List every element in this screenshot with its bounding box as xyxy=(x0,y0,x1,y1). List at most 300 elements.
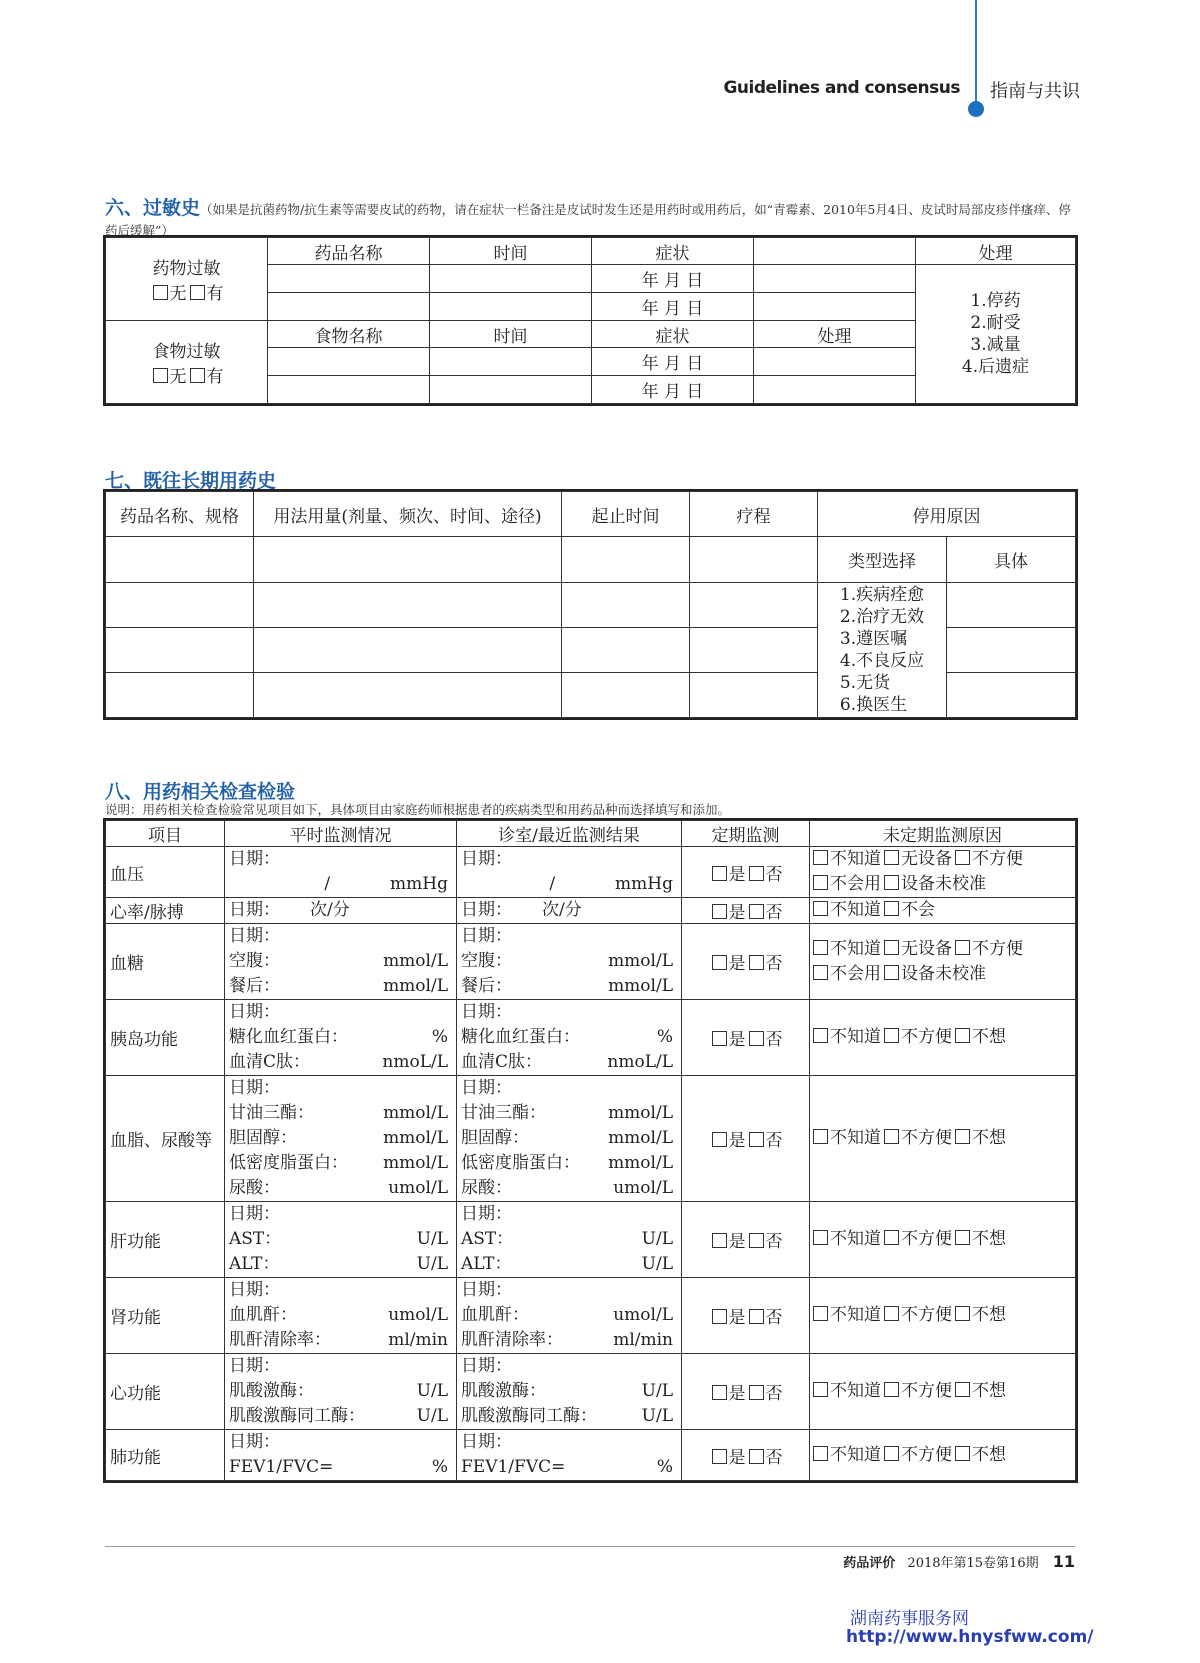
header-handle: 处理 xyxy=(916,238,1076,265)
exam-recent-cell[interactable] xyxy=(457,1430,682,1481)
exam-routine-line[interactable] xyxy=(225,1025,456,1050)
reason-label: 不知道 xyxy=(830,849,881,869)
food-time-input[interactable] xyxy=(430,348,592,376)
exam-field-unit: % xyxy=(656,1027,673,1047)
reason-checkbox[interactable] xyxy=(884,940,899,955)
yes-checkbox[interactable] xyxy=(712,866,727,881)
no-checkbox[interactable] xyxy=(749,955,764,970)
reason-line xyxy=(810,898,1075,923)
footer-page-number: 11 xyxy=(1052,1552,1075,1571)
exam-field-unit: % xyxy=(656,1457,673,1477)
header-english-title: Guidelines and consensus xyxy=(723,78,960,98)
medication-history-table xyxy=(105,491,1076,718)
drug-symptom-input[interactable] xyxy=(754,293,916,321)
footer-rule xyxy=(105,1546,1075,1547)
yes-checkbox[interactable] xyxy=(712,1309,727,1324)
exam-field-unit: umol/L xyxy=(613,1178,673,1198)
no-checkbox[interactable] xyxy=(749,1031,764,1046)
reason-label: 不方便 xyxy=(901,1128,952,1148)
exam-recent-line[interactable] xyxy=(457,1202,681,1227)
no-checkbox[interactable] xyxy=(749,1132,764,1147)
no-label: 否 xyxy=(765,1447,783,1468)
exam-field-label: 日期： xyxy=(461,1078,512,1098)
reason-label: 无设备 xyxy=(901,849,952,869)
watermark-site-name: 湖南药事服务网 xyxy=(850,1609,969,1629)
reason-line xyxy=(810,1227,1075,1252)
exam-field-unit: umol/L xyxy=(613,1305,673,1325)
exam-recent-cell[interactable] xyxy=(457,1278,682,1354)
exam-recent-line[interactable] xyxy=(457,1430,681,1455)
food-date[interactable]: 年 月 日 xyxy=(592,348,754,376)
exam-field-label: 低密度脂蛋白： xyxy=(229,1153,348,1173)
exam-recent-line[interactable] xyxy=(457,974,681,999)
reason-checkbox[interactable] xyxy=(955,1446,970,1461)
exam-routine-cell[interactable] xyxy=(225,898,457,924)
exam-routine-cell[interactable] xyxy=(225,1202,457,1278)
exam-recent-line[interactable] xyxy=(457,847,681,872)
exam-recent-cell[interactable] xyxy=(457,924,682,1000)
yes-checkbox[interactable] xyxy=(712,955,727,970)
reason-checkbox[interactable] xyxy=(884,1230,899,1245)
handle-option-4: 4.后遗症 xyxy=(961,357,1030,377)
reason-label: 不知道 xyxy=(830,1027,881,1047)
drug-allergy-has-checkbox[interactable] xyxy=(190,285,205,300)
reason-label: 不想 xyxy=(972,1381,1006,1401)
stop-type-options-cell xyxy=(818,583,947,718)
exam-field-unit: mmol/L xyxy=(608,976,673,996)
exam-routine-cell[interactable] xyxy=(225,847,457,898)
exam-routine-line[interactable] xyxy=(225,1101,456,1126)
drug-spec-input[interactable] xyxy=(106,583,254,628)
exam-field-label: FEV1/FVC= xyxy=(461,1457,566,1477)
food-allergy-has-checkbox[interactable] xyxy=(190,368,205,383)
blank-cell xyxy=(754,238,916,265)
usage-input[interactable] xyxy=(254,673,562,718)
reason-checkbox[interactable] xyxy=(813,901,828,916)
section-6-note: （如果是抗菌药物/抗生素等需要皮试的药物，请在症状一栏备注是皮试时发生还是用药时或用药后，如“青霉素、2010年5月4日、皮试时局部皮疹伴瘙痒、停药后缓解”） xyxy=(105,202,1071,238)
exam-field-unit: mmHg xyxy=(390,874,448,894)
drug-spec-input[interactable] xyxy=(106,673,254,718)
usage-input[interactable] xyxy=(254,583,562,628)
yes-checkbox[interactable] xyxy=(712,1132,727,1147)
exam-field-unit: U/L xyxy=(416,1229,448,1249)
yes-checkbox[interactable] xyxy=(712,1031,727,1046)
detail-input[interactable] xyxy=(947,583,1076,628)
exam-item-name: 血糖 xyxy=(106,924,225,1000)
no-monitoring-reason-cell xyxy=(810,1278,1076,1354)
food-name-input[interactable] xyxy=(268,376,430,404)
regular-monitoring-cell xyxy=(682,1076,810,1202)
reason-label: 不知道 xyxy=(830,1381,881,1401)
exam-recent-line[interactable] xyxy=(457,1252,681,1277)
no-checkbox[interactable] xyxy=(749,1309,764,1324)
header-item: 项目 xyxy=(106,821,225,847)
exam-routine-line[interactable] xyxy=(225,847,456,872)
exam-item-name: 心功能 xyxy=(106,1354,225,1430)
exam-routine-line[interactable] xyxy=(225,924,456,949)
exam-recent-line[interactable] xyxy=(457,898,681,923)
exam-routine-line[interactable] xyxy=(225,1455,456,1480)
course-input[interactable] xyxy=(690,537,818,583)
reason-label: 不方便 xyxy=(972,849,1023,869)
reason-checkbox[interactable] xyxy=(884,1306,899,1321)
reason-checkbox[interactable] xyxy=(955,1028,970,1043)
exam-recent-line[interactable] xyxy=(457,1303,681,1328)
exam-field-label: FEV1/FVC= xyxy=(229,1457,334,1477)
exam-field-label: 空腹： xyxy=(229,951,280,971)
drug-allergy-has-label: 有 xyxy=(206,284,224,304)
exam-row xyxy=(106,1000,1076,1076)
footer-issue: 2018年第15卷第16期 xyxy=(907,1556,1039,1571)
no-monitoring-reason-cell xyxy=(810,847,1076,898)
exam-recent-line[interactable] xyxy=(457,1000,681,1025)
reason-checkbox[interactable] xyxy=(884,850,899,865)
handle-options-cell xyxy=(916,265,1076,404)
exam-field-label: 血清C肽： xyxy=(461,1052,543,1072)
header-dot xyxy=(968,101,984,117)
reason-label: 不会用 xyxy=(830,874,881,894)
exam-field-unit: U/L xyxy=(641,1381,673,1401)
header-drug-name: 药品名称 xyxy=(268,238,430,265)
food-time-input[interactable] xyxy=(430,376,592,404)
exam-recent-cell[interactable] xyxy=(457,1076,682,1202)
exam-routine-line[interactable] xyxy=(225,898,456,923)
exam-field-unit: 次/分 xyxy=(310,900,350,920)
exam-field-label: 日期： xyxy=(461,1204,512,1224)
exam-recent-line[interactable] xyxy=(457,1176,681,1201)
exam-routine-line[interactable] xyxy=(225,949,456,974)
drug-name-input[interactable] xyxy=(268,265,430,293)
drug-time-input[interactable] xyxy=(430,265,592,293)
period-input[interactable] xyxy=(562,537,690,583)
yes-checkbox[interactable] xyxy=(712,1233,727,1248)
exam-routine-line[interactable] xyxy=(225,1430,456,1455)
reason-checkbox[interactable] xyxy=(884,1129,899,1144)
handle-option-2: 2.耐受 xyxy=(970,313,1021,333)
exam-recent-cell[interactable] xyxy=(457,1202,682,1278)
reason-label: 不会用 xyxy=(830,963,881,984)
exam-routine-line[interactable] xyxy=(225,1303,456,1328)
exam-item-name: 心率/脉搏 xyxy=(106,898,225,924)
header-type-select: 类型选择 xyxy=(818,537,947,583)
usage-input[interactable] xyxy=(254,537,562,583)
reason-label: 无设备 xyxy=(901,938,952,959)
reason-line xyxy=(810,1025,1075,1050)
exam-routine-line[interactable] xyxy=(225,1404,456,1429)
reason-line xyxy=(810,1443,1075,1468)
exam-field-unit: nmoL/L xyxy=(607,1052,673,1072)
yes-label: 是 xyxy=(728,903,746,923)
exam-routine-line[interactable] xyxy=(225,1000,456,1025)
no-checkbox[interactable] xyxy=(749,1385,764,1400)
exam-recent-line[interactable] xyxy=(457,1354,681,1379)
exam-field-label: 甘油三酯： xyxy=(229,1103,314,1123)
no-label: 否 xyxy=(765,1384,783,1404)
exam-routine-line[interactable] xyxy=(225,1076,456,1101)
drug-name-input[interactable] xyxy=(268,293,430,321)
food-name-input[interactable] xyxy=(268,348,430,376)
exam-routine-cell[interactable] xyxy=(225,1000,457,1076)
exam-field-unit: mmol/L xyxy=(608,951,673,971)
reason-label: 不方便 xyxy=(901,1229,952,1249)
exam-recent-line[interactable] xyxy=(457,924,681,949)
exam-recent-line[interactable] xyxy=(457,1151,681,1176)
no-checkbox[interactable] xyxy=(749,1233,764,1248)
allergy-table xyxy=(105,237,1076,404)
exam-field-label: 日期： xyxy=(229,1002,280,1022)
exam-field-unit: mmol/L xyxy=(608,1153,673,1173)
exam-recent-line[interactable] xyxy=(457,1101,681,1126)
reason-checkbox[interactable] xyxy=(813,850,828,865)
reason-checkbox[interactable] xyxy=(955,1129,970,1144)
exam-recent-line[interactable] xyxy=(457,1278,681,1303)
no-label: 否 xyxy=(765,903,783,923)
exam-field-unit: mmol/L xyxy=(383,1128,448,1148)
exam-field-label: 肌酸激酶同工酶： xyxy=(229,1406,365,1426)
reason-checkbox[interactable] xyxy=(955,1230,970,1245)
period-input[interactable] xyxy=(562,673,690,718)
section-8-title: 八、用药相关检查检验 xyxy=(105,781,296,803)
watermark-url[interactable]: http://www.hnysfww.com/ xyxy=(846,1627,1094,1647)
reason-checkbox[interactable] xyxy=(813,965,828,980)
no-checkbox[interactable] xyxy=(749,904,764,919)
exam-field-label: 肌酸激酶： xyxy=(229,1381,314,1401)
exam-field-label: 糖化血红蛋白： xyxy=(229,1027,348,1047)
exam-recent-line[interactable] xyxy=(457,949,681,974)
header-symptom: 症状 xyxy=(592,321,754,348)
exam-recent-cell[interactable] xyxy=(457,1354,682,1430)
reason-checkbox[interactable] xyxy=(813,1129,828,1144)
exam-field-label: 日期： xyxy=(229,1356,280,1376)
exam-routine-cell[interactable] xyxy=(225,924,457,1000)
regular-monitoring-cell xyxy=(682,924,810,1000)
footer-journal: 药品评价 xyxy=(843,1556,896,1571)
reason-label: 设备未校准 xyxy=(901,963,986,984)
reason-checkbox[interactable] xyxy=(884,1446,899,1461)
exam-recent-line[interactable] xyxy=(457,1455,681,1480)
reason-checkbox[interactable] xyxy=(813,1230,828,1245)
yes-checkbox[interactable] xyxy=(712,904,727,919)
drug-spec-input[interactable] xyxy=(106,628,254,673)
header-recent-result: 诊室/最近监测结果 xyxy=(457,821,682,847)
header-food-name: 食物名称 xyxy=(268,321,430,348)
drug-allergy-none-label: 无 xyxy=(169,284,187,304)
exam-field-label: 血肌酐： xyxy=(461,1305,529,1325)
exam-row xyxy=(106,1278,1076,1354)
detail-input[interactable] xyxy=(947,628,1076,673)
exam-field-label: / xyxy=(324,874,331,894)
food-handle-input[interactable] xyxy=(754,348,916,376)
regular-monitoring-cell xyxy=(682,1000,810,1076)
exam-routine-line[interactable] xyxy=(225,1278,456,1303)
exam-field-unit: mmol/L xyxy=(383,976,448,996)
regular-monitoring-cell xyxy=(682,1430,810,1481)
exam-recent-line[interactable] xyxy=(457,872,681,897)
exam-routine-line[interactable] xyxy=(225,1379,456,1404)
exam-routine-cell[interactable] xyxy=(225,1354,457,1430)
drug-allergy-none-checkbox[interactable] xyxy=(153,285,168,300)
stop-type-3: 3.遵医嘱 xyxy=(839,629,908,649)
reason-checkbox[interactable] xyxy=(955,1382,970,1397)
drug-spec-input[interactable] xyxy=(106,537,254,583)
course-input[interactable] xyxy=(690,673,818,718)
period-input[interactable] xyxy=(562,628,690,673)
reason-line xyxy=(810,847,1075,872)
exam-recent-line[interactable] xyxy=(457,1025,681,1050)
section-8-note: 说明：用药相关检查检验常见项目如下，具体项目由家庭药师根据患者的疾病类型和用药品种而选择填写和添加。 xyxy=(105,802,731,817)
no-label: 否 xyxy=(765,1131,783,1151)
drug-time-input[interactable] xyxy=(430,293,592,321)
no-checkbox[interactable] xyxy=(749,866,764,881)
exam-item-name: 肺功能 xyxy=(106,1430,225,1481)
exam-field-label: 糖化血红蛋白： xyxy=(461,1027,580,1047)
food-allergy-none-checkbox[interactable] xyxy=(153,368,168,383)
header-routine-monitoring: 平时监测情况 xyxy=(225,821,457,847)
exam-field-label: 甘油三酯： xyxy=(461,1103,546,1123)
exam-field-unit: ml/min xyxy=(388,1330,448,1350)
exam-routine-line[interactable] xyxy=(225,1151,456,1176)
exam-field-label: 日期： xyxy=(461,849,512,869)
drug-allergy-label: 药物过敏 xyxy=(152,259,221,279)
usage-input[interactable] xyxy=(254,628,562,673)
period-input[interactable] xyxy=(562,583,690,628)
exam-routine-line[interactable] xyxy=(225,974,456,999)
exam-recent-line[interactable] xyxy=(457,1379,681,1404)
exam-field-label: 空腹： xyxy=(461,951,512,971)
yes-label: 是 xyxy=(728,1030,746,1050)
drug-symptom-input[interactable] xyxy=(754,265,916,293)
exam-recent-line[interactable] xyxy=(457,1328,681,1353)
no-monitoring-reason-cell xyxy=(810,1354,1076,1430)
reason-label: 不知道 xyxy=(830,1128,881,1148)
exam-field-label: 日期： xyxy=(461,1002,512,1022)
exam-routine-line[interactable] xyxy=(225,1202,456,1227)
exam-routine-line[interactable] xyxy=(225,1227,456,1252)
exam-row xyxy=(106,1354,1076,1430)
reason-checkbox[interactable] xyxy=(884,901,899,916)
exam-field-unit: umol/L xyxy=(388,1178,448,1198)
yes-label: 是 xyxy=(728,1447,746,1468)
exam-routine-cell[interactable] xyxy=(225,1076,457,1202)
stop-type-2: 2.治疗无效 xyxy=(839,607,925,627)
reason-checkbox[interactable] xyxy=(884,965,899,980)
regular-monitoring-cell xyxy=(682,898,810,924)
reason-checkbox[interactable] xyxy=(813,1028,828,1043)
exam-routine-line[interactable] xyxy=(225,1126,456,1151)
handle-option-3: 3.减量 xyxy=(970,335,1021,355)
exam-field-label: ALT： xyxy=(461,1254,512,1274)
exam-field-unit: mmol/L xyxy=(383,1153,448,1173)
reason-checkbox[interactable] xyxy=(955,1306,970,1321)
no-checkbox[interactable] xyxy=(749,1449,764,1464)
food-handle-input[interactable] xyxy=(754,376,916,404)
exam-routine-line[interactable] xyxy=(225,1252,456,1277)
food-allergy-none-label: 无 xyxy=(169,367,187,387)
exam-row xyxy=(106,1202,1076,1278)
exam-field-label: 日期： xyxy=(461,926,512,946)
drug-date[interactable]: 年 月 日 xyxy=(592,265,754,293)
exam-field-label: 肌酐清除率： xyxy=(461,1330,563,1350)
exam-recent-line[interactable] xyxy=(457,1227,681,1252)
reason-checkbox[interactable] xyxy=(813,1382,828,1397)
reason-checkbox[interactable] xyxy=(813,940,828,955)
reason-label: 不方便 xyxy=(901,1027,952,1047)
yes-checkbox[interactable] xyxy=(712,1385,727,1400)
exam-field-unit: ml/min xyxy=(613,1330,673,1350)
reason-checkbox[interactable] xyxy=(955,940,970,955)
stop-type-5: 5.无货 xyxy=(839,673,891,693)
header-time: 时间 xyxy=(430,321,592,348)
regular-monitoring-cell xyxy=(682,1202,810,1278)
no-monitoring-reason-cell xyxy=(810,1076,1076,1202)
stop-type-4: 4.不良反应 xyxy=(839,651,925,671)
exam-field-unit: U/L xyxy=(641,1229,673,1249)
exam-routine-cell[interactable] xyxy=(225,1430,457,1481)
exam-routine-line[interactable] xyxy=(225,1354,456,1379)
reason-checkbox[interactable] xyxy=(813,1446,828,1461)
reason-label: 不知道 xyxy=(830,1229,881,1249)
reason-checkbox[interactable] xyxy=(813,875,828,890)
exam-item-name: 肾功能 xyxy=(106,1278,225,1354)
yes-label: 是 xyxy=(728,864,746,885)
reason-checkbox[interactable] xyxy=(813,1306,828,1321)
exam-recent-line[interactable] xyxy=(457,1404,681,1429)
regular-monitoring-cell xyxy=(682,1278,810,1354)
exam-recent-line[interactable] xyxy=(457,1050,681,1075)
yes-checkbox[interactable] xyxy=(712,1449,727,1464)
exam-routine-line[interactable] xyxy=(225,872,456,897)
exam-field-label: AST： xyxy=(229,1229,282,1249)
exam-field-label: 日期： xyxy=(229,1204,280,1224)
exam-routine-line[interactable] xyxy=(225,1176,456,1201)
food-date[interactable]: 年 月 日 xyxy=(592,376,754,404)
exam-table xyxy=(105,820,1076,1481)
exam-recent-cell[interactable] xyxy=(457,847,682,898)
course-input[interactable] xyxy=(690,583,818,628)
header-drug-spec: 药品名称、规格 xyxy=(106,492,254,537)
detail-input[interactable] xyxy=(947,673,1076,718)
drug-date[interactable]: 年 月 日 xyxy=(592,293,754,321)
exam-recent-line[interactable] xyxy=(457,1126,681,1151)
exam-routine-line[interactable] xyxy=(225,1050,456,1075)
reason-label: 不方便 xyxy=(901,1444,952,1465)
reason-label: 不知道 xyxy=(830,1305,881,1325)
reason-checkbox[interactable] xyxy=(955,850,970,865)
footer xyxy=(600,1552,1075,1571)
no-label: 否 xyxy=(765,1308,783,1328)
reason-checkbox[interactable] xyxy=(884,875,899,890)
exam-field-label: 日期： xyxy=(229,926,280,946)
header-period: 起止时间 xyxy=(562,492,690,537)
exam-recent-cell[interactable] xyxy=(457,898,682,924)
exam-recent-cell[interactable] xyxy=(457,1000,682,1076)
exam-recent-line[interactable] xyxy=(457,1076,681,1101)
reason-line xyxy=(810,872,1075,897)
reason-checkbox[interactable] xyxy=(884,1382,899,1397)
course-input[interactable] xyxy=(690,628,818,673)
reason-checkbox[interactable] xyxy=(884,1028,899,1043)
reason-label: 不想 xyxy=(972,1128,1006,1148)
exam-routine-line[interactable] xyxy=(225,1328,456,1353)
exam-field-label: 日期： xyxy=(229,849,280,869)
food-allergy-label-cell xyxy=(106,321,268,404)
exam-field-label: 日期： xyxy=(461,1432,512,1452)
yes-label: 是 xyxy=(728,1131,746,1151)
exam-field-unit: nmoL/L xyxy=(382,1052,448,1072)
exam-routine-cell[interactable] xyxy=(225,1278,457,1354)
exam-field-label: 餐后： xyxy=(461,976,512,996)
reason-line xyxy=(810,1126,1075,1151)
